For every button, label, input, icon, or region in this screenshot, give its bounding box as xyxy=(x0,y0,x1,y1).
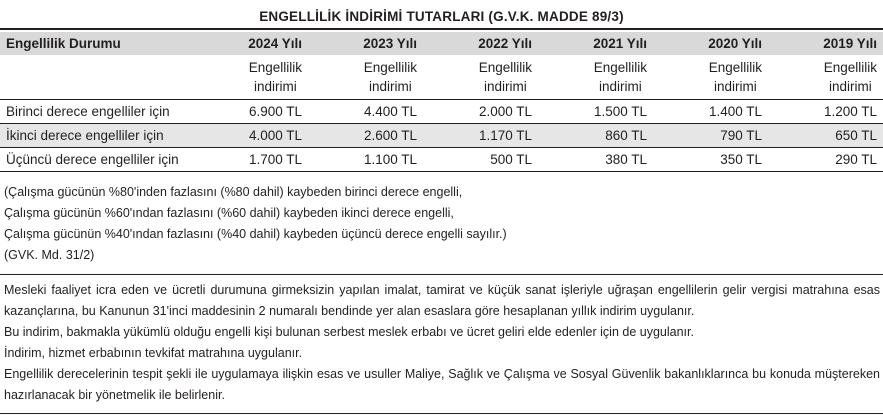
paragraph: Bu indirim, bakmakla yükümlü olduğu engelli kişi bulunan serbest meslek erbabı ve ücret geliri elde edenler için de uygulanır. xyxy=(4,325,694,339)
subheader-cell: Engellilik indirimi xyxy=(248,60,302,94)
row-label: Üçüncü derece engelliler için xyxy=(0,148,193,172)
table-cell: 500 TL xyxy=(423,148,538,172)
divider xyxy=(0,274,883,275)
paragraph: Engellilik derecelerinin tespit şekli ile uygulamaya ilişkin esas ve usuller Maliye, Sağlık ve Çalışma ve Sosyal Güvenlik bakanlıklarınca bu konuda müştereken hazırlanacak bir yönetmelik ile belirlenir. xyxy=(4,367,880,402)
table-cell: 380 TL xyxy=(538,148,653,172)
table-row-first-degree xyxy=(0,100,883,124)
table-cell: 650 TL xyxy=(768,124,883,148)
column-header-2022: 2022 Yılı xyxy=(423,32,538,55)
table-header-row xyxy=(0,32,883,55)
table-cell: 290 TL xyxy=(768,148,883,172)
table-cell: 1.100 TL xyxy=(308,148,423,172)
table-cell: 4.400 TL xyxy=(308,100,423,124)
table-cell: 6.900 TL xyxy=(193,100,308,124)
table-cell: 2.600 TL xyxy=(308,124,423,148)
table-cell: 350 TL xyxy=(653,148,768,172)
table-cell: 2.000 TL xyxy=(423,100,538,124)
column-header-2023: 2023 Yılı xyxy=(308,32,423,55)
table-cell: 790 TL xyxy=(653,124,768,148)
table-row-third-degree xyxy=(0,148,883,172)
table-cell: 1.200 TL xyxy=(768,100,883,124)
note-line: (Çalışma gücünün %80'inden fazlasını (%80 dahil) kaybeden birinci derece engelli, xyxy=(4,185,463,199)
table-cell: 4.000 TL xyxy=(193,124,308,148)
column-header-2021: 2021 Yılı xyxy=(538,32,653,55)
column-header-2019: 2019 Yılı xyxy=(768,32,883,55)
subheader-cell: Engellilik indirimi xyxy=(363,60,417,94)
table-row-second-degree xyxy=(0,124,883,148)
column-header-2024: 2024 Yılı xyxy=(193,32,308,55)
table-cell: 1.500 TL xyxy=(538,100,653,124)
note-reference: (GVK. Md. 31/2) xyxy=(4,248,95,262)
subheader-cell: Engellilik indirimi xyxy=(823,60,877,94)
row-label: Birinci derece engelliler için xyxy=(0,100,193,124)
disability-deduction-table xyxy=(0,32,883,172)
table-cell: 860 TL xyxy=(538,124,653,148)
table-cell: 1.400 TL xyxy=(653,100,768,124)
note-line: Çalışma gücünün %40'ından fazlasını (%40 dahil) kaybeden üçüncü derece engelli sayılır.) xyxy=(4,227,507,241)
row-label: İkinci derece engelliler için xyxy=(0,124,193,148)
subheader-cell: Engellilik indirimi xyxy=(708,60,762,94)
bottom-divider xyxy=(0,413,883,414)
table-cell: 1.700 TL xyxy=(193,148,308,172)
paragraph: İndirim, hizmet erbabının tevkifat matrahına uygulanır. xyxy=(4,346,303,360)
note-line: Çalışma gücünün %60'ından fazlasını (%60 dahil) kaybeden ikinci derece engelli, xyxy=(4,206,454,220)
column-header-2020: 2020 Yılı xyxy=(653,32,768,55)
table-notes xyxy=(4,182,507,266)
subheader-cell: Engellilik indirimi xyxy=(478,60,532,94)
table-cell: 1.170 TL xyxy=(423,124,538,148)
table-title: ENGELLİLİK İNDİRİMİ TUTARLARI (G.V.K. MADDE 89/3) xyxy=(0,6,883,30)
column-header-status: Engellilik Durumu xyxy=(0,32,193,55)
paragraph: Mesleki faaliyet icra eden ve ücretli durumuna girmeksizin yapılan imalat, tamirat ve küçük sanat işleriyle uğraşan engellilerin gelir vergisi matrahına esas kazançlarına, bu Kanunun 31'inci maddesinin 2 numaralı bendinde yer alan esaslara göre hesaplanan yıllık indirim uygulanır. xyxy=(4,283,880,318)
subheader-cell: Engellilik indirimi xyxy=(593,60,647,94)
body-text xyxy=(4,280,880,406)
table-subheader-row xyxy=(0,55,883,100)
subheader-empty xyxy=(0,55,193,100)
